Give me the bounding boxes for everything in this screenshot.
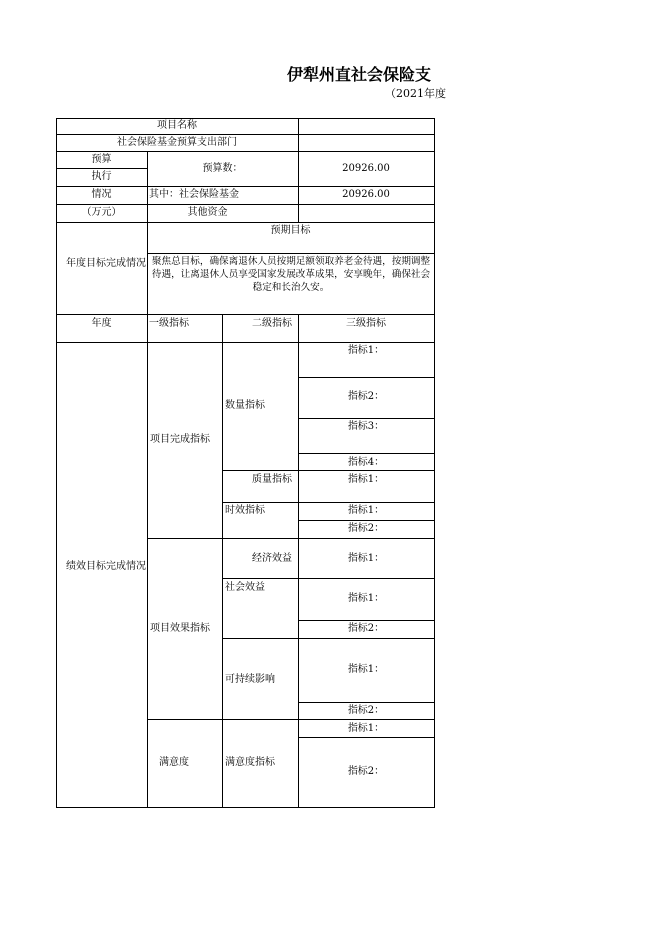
annual-target-label: 年度目标完成情况: [66, 258, 146, 269]
sustain-indicator: 可持续影响: [225, 674, 275, 685]
social-ind1: 指标1：: [347, 593, 385, 604]
satisfaction-ind2: 指标2：: [347, 766, 385, 777]
of-which-label: 其中：社会保险基金: [149, 189, 239, 200]
economic-indicator: 经济效益: [252, 553, 292, 564]
dept-label: 社会保险基金预算支出部门: [117, 137, 237, 148]
satisfaction-ind1: 指标1：: [347, 723, 385, 734]
quality-indicator: 质量指标: [252, 474, 292, 485]
quantity-ind2: 指标2：: [347, 391, 385, 402]
year-header: 年度: [91, 318, 112, 329]
situation-label: 情况: [91, 189, 112, 200]
quantity-indicator: 数量指标: [225, 400, 265, 411]
unit-label: （万元）: [81, 207, 122, 218]
budget-amount-value: 20926.00: [342, 163, 390, 174]
page-title: 伊犁州直社会保险支: [287, 65, 432, 84]
timeliness-indicator: 时效指标: [225, 505, 265, 516]
economic-ind1: 指标1：: [347, 553, 385, 564]
timeliness-ind2: 指标2：: [347, 523, 385, 534]
quality-ind1: 指标1：: [347, 474, 385, 485]
sustain-ind2: 指标2：: [347, 705, 385, 716]
quantity-ind3: 指标3：: [347, 421, 385, 432]
level1-header: 一级指标: [149, 318, 189, 329]
sustain-ind1: 指标1：: [347, 664, 385, 675]
page-subtitle: （2021年度: [385, 87, 446, 100]
perf-target-label: 绩效目标完成情况: [66, 561, 146, 572]
other-funds-label: 其他资金: [187, 207, 228, 218]
quantity-ind4: 指标4：: [347, 457, 385, 468]
social-ind2: 指标2：: [347, 623, 385, 634]
satisfaction-indicator: 满意度: [159, 757, 189, 768]
completion-indicator: 项目完成指标: [150, 434, 210, 445]
execute-label: 执行: [91, 171, 112, 182]
quantity-ind1: 指标1：: [347, 345, 385, 356]
project-name-label: 项目名称: [157, 120, 197, 131]
of-which-value: 20926.00: [342, 189, 390, 200]
budget-amount-label: 预算数：: [202, 163, 243, 174]
expected-target-text: 聚焦总目标，确保离退休人员按期足额领取养老金待遇，按期调整待遇，让离退休人员享受国家发展改革成果，安享晚年，确保社会稳定和长治久安。: [151, 256, 431, 293]
timeliness-ind1: 指标1：: [347, 505, 385, 516]
satisfaction-level2-indicator: 满意度指标: [225, 757, 275, 768]
level2-header: 二级指标: [252, 318, 292, 329]
effect-indicator: 项目效果指标: [150, 623, 210, 634]
social-indicator: 社会效益: [225, 582, 265, 593]
level3-header: 三级指标: [346, 318, 386, 329]
expected-target-header: 预期目标: [270, 225, 311, 236]
budget-label: 预算: [91, 154, 112, 165]
